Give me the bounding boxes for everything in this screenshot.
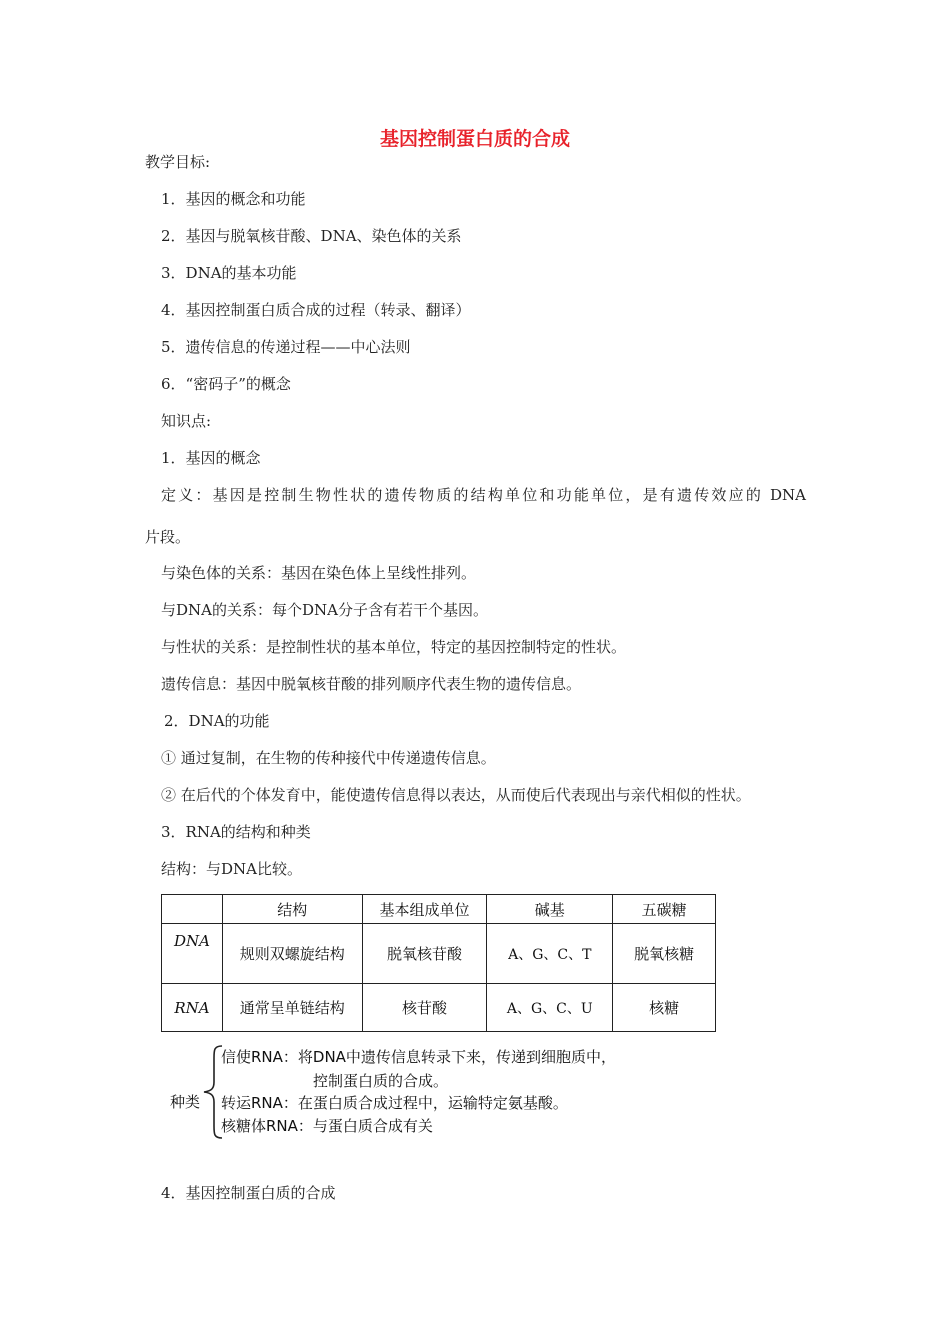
relation-chromosome: 与染色体的关系：基因在染色体上呈线性排列。	[161, 564, 477, 582]
table-cell: 通常呈单链结构	[222, 984, 362, 1032]
table-row	[162, 984, 716, 1032]
table-cell: A、G、C、T	[487, 924, 613, 984]
table-cell: 脱氧核苷酸	[362, 924, 487, 984]
relation-dna: 与DNA的关系：每个DNA分子含有若干个基因。	[161, 601, 488, 619]
table-header-cell: 结构	[222, 895, 362, 924]
table-header-row	[162, 895, 716, 924]
section-heading: 4．基因控制蛋白质的合成	[161, 1184, 336, 1202]
compare-intro: 结构：与DNA比较。	[161, 860, 302, 878]
relation-trait: 与性状的关系：是控制性状的基本单位，特定的基因控制特定的性状。	[161, 638, 627, 656]
objective-item: 4．基因控制蛋白质合成的过程（转录、翻译）	[161, 301, 471, 319]
section-heading: 2．DNA的功能	[164, 712, 270, 730]
objective-item: 6．“密码子”的概念	[161, 375, 291, 393]
objective-item: 2．基因与脱氧核苷酸、DNA、染色体的关系	[161, 227, 462, 245]
objective-item: 1．基因的概念和功能	[161, 190, 306, 208]
section-heading: 1．基因的概念	[161, 449, 261, 467]
table-row-label: DNA	[162, 924, 223, 984]
mrna-type-line: 信使RNA：将DNA中遗传信息转录下来，传递到细胞质中，	[221, 1048, 616, 1066]
table-header-cell: 五碳糖	[613, 895, 716, 924]
knowledge-heading: 知识点:	[161, 412, 212, 430]
page-title: 基因控制蛋白质的合成	[379, 128, 570, 150]
objective-item: 3．DNA的基本功能	[161, 264, 297, 282]
table-header-cell: 基本组成单位	[362, 895, 487, 924]
table-header-cell: 碱基	[487, 895, 613, 924]
table-cell: 规则双螺旋结构	[222, 924, 362, 984]
dna-function-item: ② 在后代的个体发育中，能使遗传信息得以表达，从而使后代表现出与亲代相似的性状。	[161, 786, 751, 804]
objectives-heading: 教学目标:	[145, 153, 211, 171]
table-row-label: RNA	[162, 984, 223, 1032]
table-cell: A、G、C、U	[487, 984, 613, 1032]
definition-line: 片段。	[145, 528, 191, 546]
dna-function-item: ① 通过复制，在生物的传种接代中传递遗传信息。	[161, 749, 496, 767]
section-heading: 3．RNA的结构和种类	[161, 823, 311, 841]
genetic-info: 遗传信息：基因中脱氧核苷酸的排列顺序代表生物的遗传信息。	[161, 675, 582, 693]
objective-item: 5．遗传信息的传递过程——中心法则	[161, 338, 411, 356]
dna-rna-comparison-table	[161, 894, 716, 1032]
table-cell: 核苷酸	[362, 984, 487, 1032]
mrna-type-line: 控制蛋白质的合成。	[313, 1072, 449, 1090]
table-row	[162, 924, 716, 984]
trna-type-line: 转运RNA：在蛋白质合成过程中，运输特定氨基酸。	[221, 1094, 568, 1112]
rrna-type-line: 核糖体RNA：与蛋白质合成有关	[221, 1117, 433, 1135]
definition-line: 定义：基因是控制生物性状的遗传物质的结构单位和功能单位，是有遗传效应的 DNA	[161, 486, 806, 504]
table-header-cell	[162, 895, 223, 924]
types-label: 种类	[170, 1093, 201, 1111]
table-cell: 核糖	[613, 984, 716, 1032]
table-cell: 脱氧核糖	[613, 924, 716, 984]
